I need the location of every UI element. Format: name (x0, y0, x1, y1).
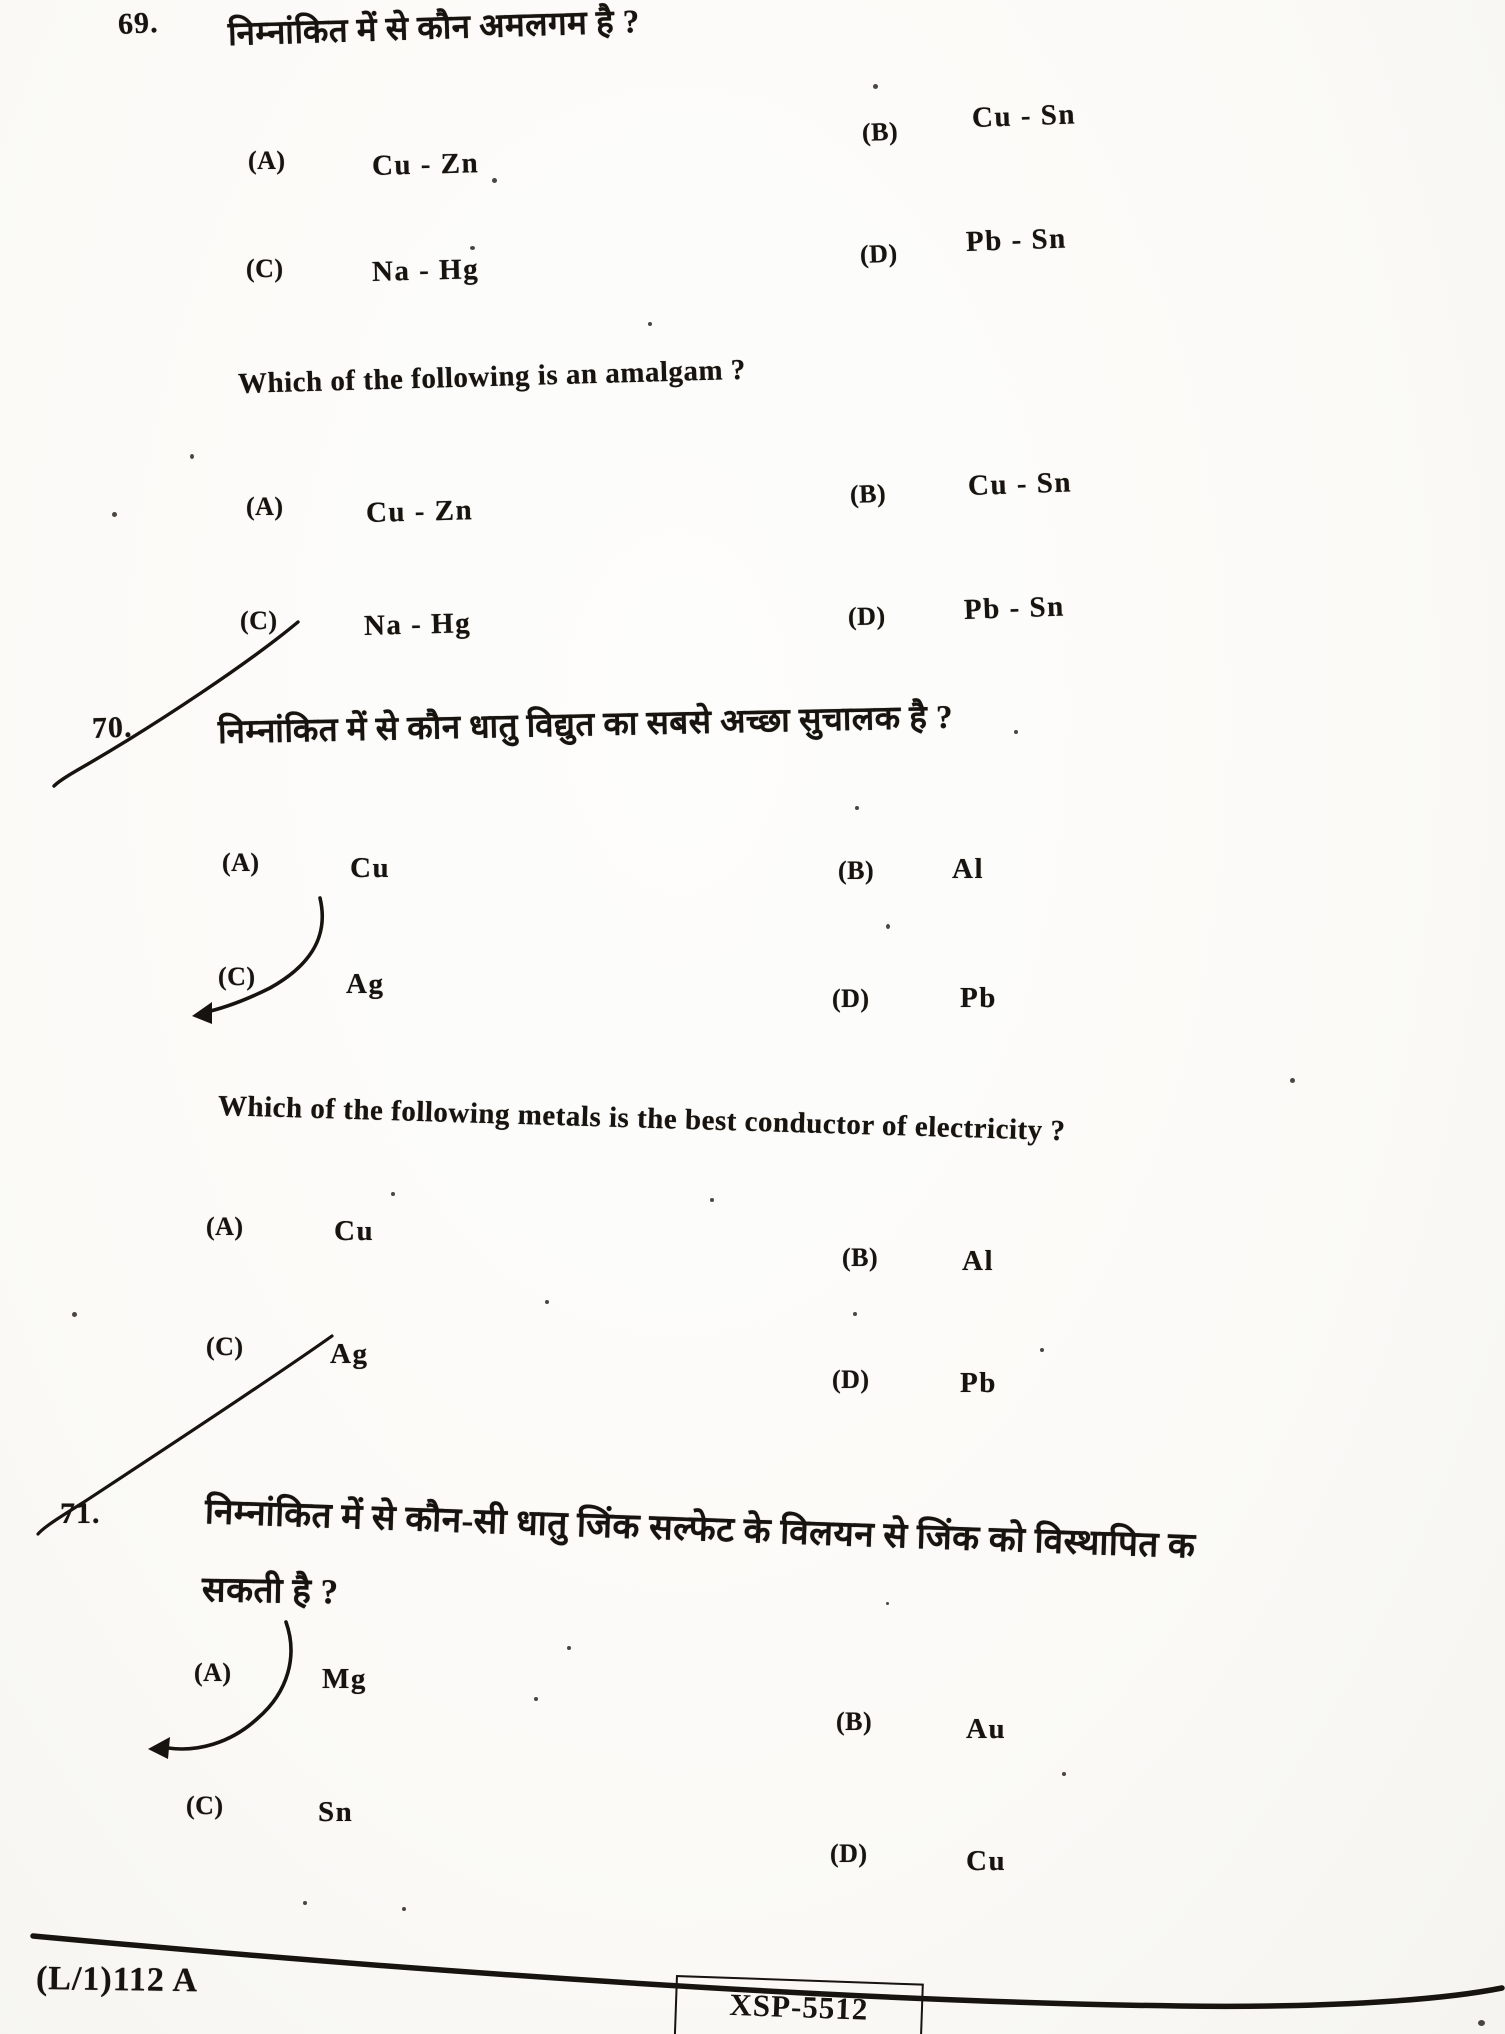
scan-speck (1062, 1772, 1066, 1776)
scan-speck (534, 1697, 538, 1701)
q70-en-option-a-value: Cu (334, 1215, 375, 1247)
q70-en-option-c-label: (C) (206, 1332, 244, 1361)
q70-hi-option-c-label: (C) (218, 962, 256, 991)
q69-en-option-d-value: Pb - Sn (963, 590, 1066, 626)
q70-hi-option-d-value: Pb (960, 982, 997, 1014)
scan-speck (1040, 1348, 1044, 1352)
q71-option-c-label: (C) (186, 1791, 224, 1820)
q70-en-option-a-label: (A) (206, 1212, 244, 1241)
q71-option-b-value: Au (966, 1713, 1007, 1745)
question-70-text-hindi: निम्नांकित में से कौन धातु विद्युत का सबसे अच्छा सुचालक है ? (217, 699, 954, 751)
question-69-text-hindi: निम्नांकित में से कौन अमलगम है ? (227, 4, 641, 53)
q69-hi-option-a-label: (A) (248, 146, 286, 175)
q69-en-option-c-value: Na - Hg (363, 607, 472, 642)
q69-en-option-d-label: (D) (847, 601, 886, 631)
q69-en-option-b-label: (B) (849, 478, 887, 509)
q69-hi-option-a-value: Cu - Zn (371, 147, 480, 182)
pen-stroke-through-q70 (54, 622, 298, 786)
footer-page-code: (L/1)112 A (35, 1960, 199, 2000)
q69-hi-option-c-label: (C) (246, 254, 284, 283)
q70-en-option-c-value: Ag (330, 1338, 369, 1370)
booklet-code-box (673, 1975, 924, 2034)
scan-speck (853, 1312, 857, 1316)
scan-speck (492, 178, 497, 183)
question-71-text-hindi-line2: सकती है ? (201, 1570, 339, 1612)
scan-speck (545, 1300, 549, 1304)
question-69-number: 69. (117, 5, 160, 41)
scan-speck (567, 1646, 571, 1650)
q70-hi-option-c-value: Ag (346, 968, 385, 1000)
scan-speck (112, 512, 117, 517)
q69-en-option-a-label: (A) (246, 492, 284, 521)
question-71-number: 71. (60, 1497, 101, 1530)
question-70-text-english: Which of the following metals is the best conductor of electricity ? (217, 1090, 1066, 1148)
scan-speck (402, 1907, 406, 1911)
q70-en-option-d-value: Pb (960, 1367, 997, 1399)
q70-en-option-d-label: (D) (832, 1365, 870, 1394)
pen-tick-q70-option-c (202, 898, 322, 1013)
question-71-text-hindi-line1: निम्नांकित में से कौन-सी धातु जिंक सल्फेट के विलयन से जिंक को विस्थापित क (204, 1492, 1197, 1566)
q69-en-option-c-label: (C) (240, 606, 278, 635)
pen-tick-q71-arrowhead (148, 1737, 170, 1759)
q70-hi-option-b-value: Al (952, 853, 984, 885)
scan-speck (1014, 730, 1018, 734)
scan-speck (710, 1198, 714, 1202)
scan-speck (1290, 1078, 1295, 1083)
q69-hi-option-b-label: (B) (861, 116, 899, 147)
q69-hi-option-b-value: Cu - Sn (971, 98, 1077, 134)
scan-speck (855, 806, 859, 810)
q70-hi-option-a-value: Cu (350, 852, 391, 884)
q71-option-a-label: (A) (194, 1658, 232, 1687)
q70-en-option-b-value: Al (962, 1245, 994, 1277)
q71-option-b-label: (B) (836, 1707, 873, 1736)
q69-en-option-a-value: Cu - Zn (365, 494, 474, 529)
scan-speck (72, 1312, 77, 1317)
q70-hi-option-d-label: (D) (832, 984, 870, 1013)
scan-speck (648, 322, 652, 326)
q69-en-option-b-value: Cu - Sn (967, 466, 1073, 502)
scan-speck (190, 454, 194, 459)
q69-hi-option-d-label: (D) (859, 238, 899, 269)
q71-option-d-value: Cu (966, 1845, 1007, 1877)
scan-speck (873, 84, 878, 89)
scan-speck (470, 246, 475, 250)
scan-speck (303, 1901, 307, 1905)
q70-hi-option-b-label: (B) (838, 856, 875, 885)
question-70-number: 70. (91, 710, 134, 745)
booklet-code: XSP-5512 (728, 1986, 869, 2027)
q71-option-d-label: (D) (830, 1839, 868, 1868)
scan-speck (886, 1602, 889, 1605)
q70-hi-option-a-label: (A) (222, 848, 260, 877)
question-69-text-english: Which of the following is an amalgam ? (237, 353, 747, 400)
q71-option-a-value: Mg (322, 1663, 367, 1695)
q69-hi-option-d-value: Pb - Sn (965, 222, 1068, 258)
pen-tick-q70-arrowhead (192, 1002, 212, 1024)
scan-speck (1478, 2020, 1485, 2026)
q69-hi-option-c-value: Na - Hg (371, 253, 480, 288)
scan-speck (886, 924, 890, 929)
scan-speck (391, 1192, 395, 1196)
q71-option-c-value: Sn (318, 1796, 354, 1828)
q70-en-option-b-label: (B) (842, 1243, 879, 1272)
